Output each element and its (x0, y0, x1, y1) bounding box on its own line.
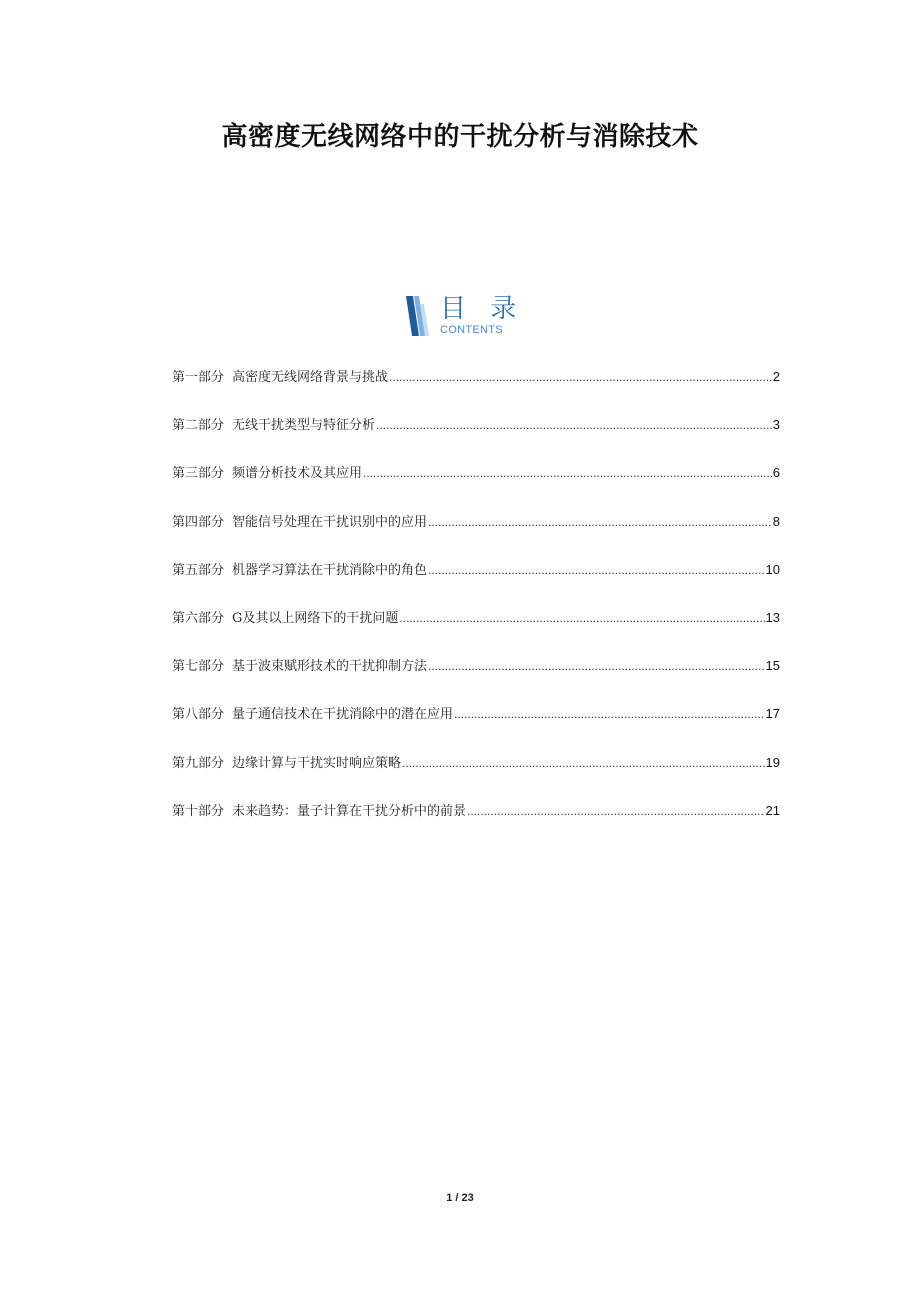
toc-entry-title: 频谱分析技术及其应用 (232, 466, 363, 482)
toc-entry-title: 高密度无线网络背景与挑战 (232, 370, 389, 385)
toc-dot-leader (389, 370, 772, 384)
toc-entry-title: 基于波束赋形技术的干扰抑制方法 (232, 659, 428, 675)
toc-entry-part: 第九部分 (172, 755, 225, 771)
toc-entry-page: 8 (772, 513, 780, 529)
toc-entry-page: 21 (765, 802, 780, 818)
toc-entry-8[interactable] (172, 703, 780, 751)
toc-entry-title: 量子通信技术在干扰消除中的潜在应用 (232, 707, 454, 723)
toc-dot-leader (428, 659, 765, 673)
toc-entry-title: 无线干扰类型与特征分析 (232, 418, 376, 434)
toc-dot-leader (428, 563, 765, 577)
toc-dot-leader (402, 756, 765, 770)
toc-entry-title: 智能信号处理在干扰识别中的应用 (232, 514, 428, 530)
toc-logo-icon (404, 294, 436, 338)
toc-entry-page: 15 (765, 658, 780, 674)
toc-entry-page: 2 (772, 369, 780, 384)
toc-entry-page: 13 (765, 609, 780, 625)
toc-entry-6[interactable] (172, 607, 780, 655)
toc-entry-part: 第六部分 (172, 610, 225, 626)
toc-dot-leader (454, 707, 765, 721)
document-title: 高密度无线网络中的干扰分析与消除技术 (221, 122, 699, 152)
toc-entry-part: 第十部分 (172, 803, 225, 819)
toc-entry-5[interactable] (172, 559, 780, 607)
toc-entry-1[interactable] (172, 366, 780, 414)
toc-dot-leader (428, 515, 772, 529)
toc-dot-leader (363, 466, 772, 480)
toc-entry-title: G及其以上网络下的干扰问题 (232, 610, 399, 626)
toc-entry-page: 3 (772, 417, 780, 433)
toc-entry-page: 17 (765, 706, 780, 722)
toc-dot-leader (467, 804, 765, 818)
toc-title: 目 录 (440, 294, 525, 324)
toc-heading (404, 292, 524, 340)
toc-entry-4[interactable] (172, 511, 780, 559)
toc-entry-title: 机器学习算法在干扰消除中的角色 (232, 562, 428, 578)
page-number: 1 / 23 (446, 1192, 474, 1204)
toc-entry-page: 6 (772, 465, 780, 481)
toc-dot-leader (399, 611, 764, 625)
toc-dot-leader (376, 418, 772, 432)
toc-entry-part: 第一部分 (172, 370, 225, 385)
toc-entry-7[interactable] (172, 655, 780, 703)
toc-entry-page: 10 (765, 561, 780, 577)
toc-entry-page: 19 (765, 754, 780, 770)
toc-entry-part: 第二部分 (172, 418, 225, 434)
toc-entry-part: 第四部分 (172, 514, 225, 530)
toc-entry-title: 未来趋势：量子计算在干扰分析中的前景 (232, 803, 467, 819)
toc-entry-title: 边缘计算与干扰实时响应策略 (232, 755, 402, 771)
toc-entry-2[interactable] (172, 414, 780, 462)
toc-entry-part: 第五部分 (172, 562, 225, 578)
toc-subtitle: CONTENTS (440, 324, 503, 336)
toc-entry-part: 第三部分 (172, 466, 225, 482)
toc-entry-part: 第八部分 (172, 707, 225, 723)
toc-entry-10[interactable] (172, 800, 780, 848)
toc-entry-3[interactable] (172, 462, 780, 510)
toc-entry-part: 第七部分 (172, 659, 225, 675)
toc-entry-9[interactable] (172, 752, 780, 800)
table-of-contents (172, 366, 780, 848)
